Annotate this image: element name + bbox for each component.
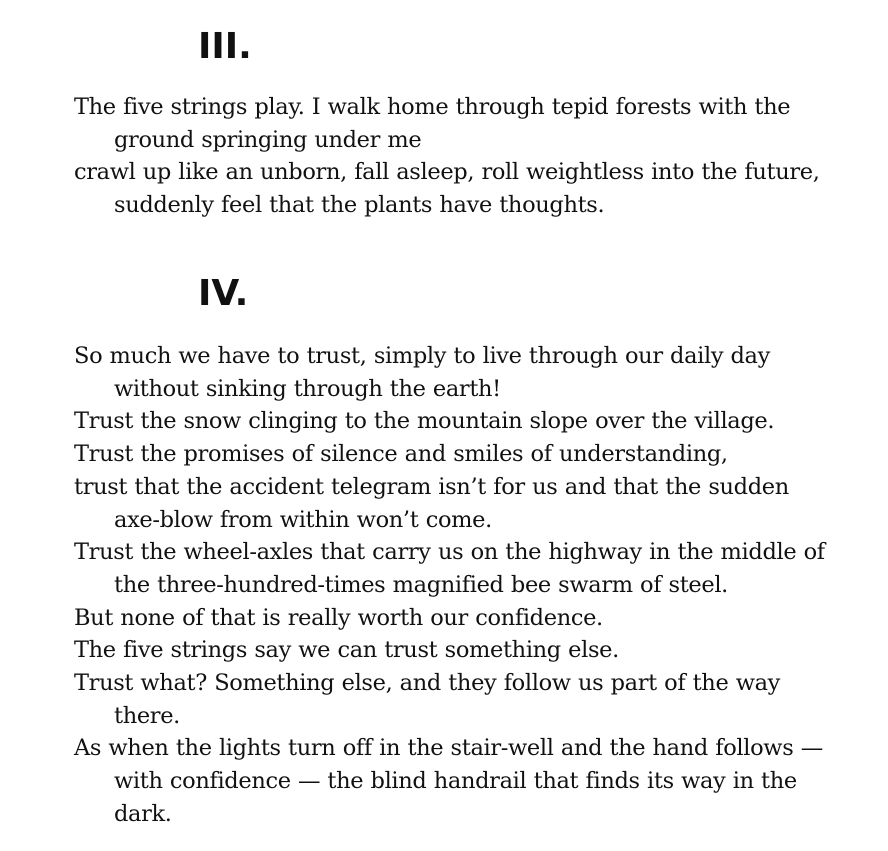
poem-line: The five strings say we can trust something else. <box>74 637 619 664</box>
poem-line: Trust the snow clinging to the mountain slope over the village. <box>74 408 775 435</box>
stanza-iv <box>74 340 834 831</box>
poem-line: But none of that is really worth our confidence. <box>74 604 603 631</box>
poem-line: crawl up like an unborn, fall asleep, roll weightless into the future, suddenly feel that the plants have thoughts. <box>74 159 820 219</box>
poem-line: Trust the promises of silence and smiles of understanding, <box>74 441 728 468</box>
poem-line: As when the lights turn off in the stair-well and the hand follows — with confidence — the blind handrail that finds its way in the dark. <box>74 735 823 827</box>
poem-line: The five strings play. I walk home through tepid forests with the ground springing under me <box>74 94 791 153</box>
poem-line: So much we have to trust, simply to live through our daily day without sinking through the earth! <box>74 343 770 402</box>
poem-line: trust that the accident telegram isn’t for us and that the sudden axe-blow from within won’t come. <box>74 473 789 533</box>
stanza-iii <box>74 91 834 222</box>
poem-line: Trust what? Something else, and they follow us part of the way there. <box>74 670 781 729</box>
section-heading-iv: IV. <box>198 273 249 314</box>
section-heading-iii: III. <box>198 26 252 67</box>
poem-line: Trust the wheel-axles that carry us on the highway in the middle of the three-hundred-times magnified bee swarm of steel. <box>74 539 825 598</box>
